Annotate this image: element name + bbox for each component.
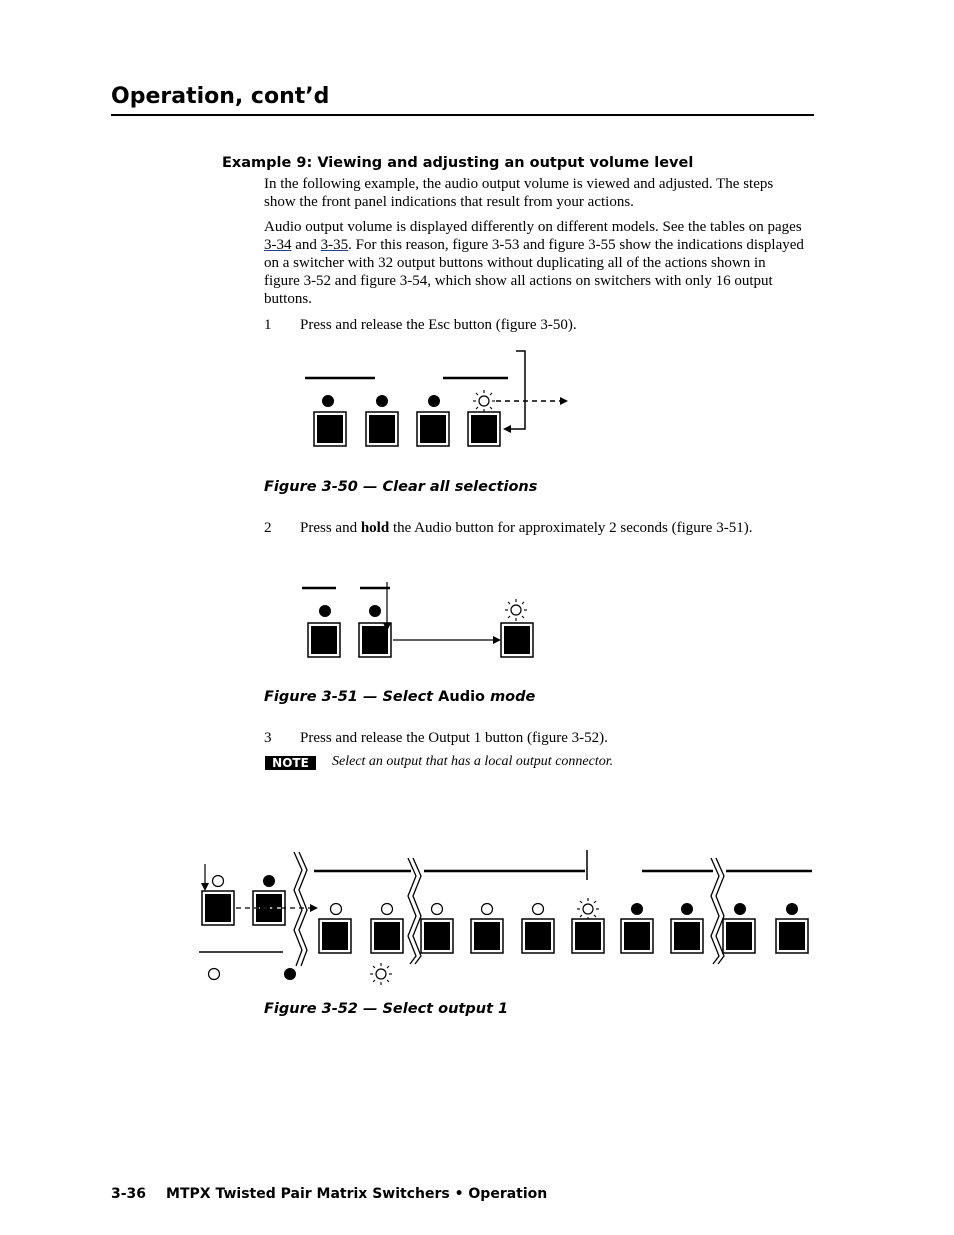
step-number: 2 (264, 520, 272, 536)
push-button-icon (723, 919, 755, 953)
led-off-icon (213, 876, 224, 887)
led-lit-icon (284, 968, 296, 980)
section-heading: Example 9: Viewing and adjusting an output volume level (222, 155, 694, 171)
step-number: 3 (264, 730, 272, 746)
push-button-icon (621, 919, 653, 953)
push-button-icon (671, 919, 703, 953)
paragraph-text: and (291, 237, 321, 253)
note-text: Select an output that has a local output connector. (332, 754, 614, 769)
led-off-icon (432, 904, 443, 915)
note-badge: NOTE (265, 756, 316, 770)
led-off-icon (382, 904, 393, 915)
caption-text: Figure 3-51 — Select (264, 689, 439, 705)
led-off-icon (209, 969, 220, 980)
led-off-icon (533, 904, 544, 915)
led-off-icon (482, 904, 493, 915)
paragraph-text: . For this reason, figure 3-53 and figure 3-55 show the indications displayed on a switcher with 32 output buttons without duplicating all of the actions shown in figure 3-52 and figure 3-54, which show all actions on switchers with only 16 output buttons. (264, 237, 804, 307)
footer-page-number: 3-36 (111, 1186, 147, 1202)
push-button-icon (421, 919, 453, 953)
arrow-icon (310, 904, 318, 912)
led-lit-icon (681, 903, 693, 915)
step-text: Press and release the Output 1 button (figure 3-52). (300, 730, 608, 746)
arrow-icon (201, 883, 209, 891)
led-lit-icon (631, 903, 643, 915)
led-lit-icon (786, 903, 798, 915)
step-number: 1 (264, 317, 272, 333)
caption-text: mode (485, 689, 536, 705)
step-emphasis: hold (360, 520, 390, 536)
figure-3-50-caption: Figure 3-50 — Clear all selections (264, 479, 538, 495)
push-button-icon (572, 919, 604, 953)
intro-paragraph: In the following example, the audio output volume is viewed and adjusted. The steps show the front panel indications that result from your actions. (264, 176, 774, 210)
push-button-icon (202, 891, 234, 925)
step-text: the Audio button for approximately 2 seconds (figure 3-51). (389, 520, 753, 536)
led-lit-icon (263, 875, 275, 887)
page-ref-link-3-34[interactable]: 3-34 (264, 237, 292, 253)
footer-text: MTPX Twisted Pair Matrix Switchers • Operation (166, 1186, 548, 1202)
page-footer (111, 1186, 547, 1202)
push-button-icon (319, 919, 351, 953)
led-off-icon (331, 904, 342, 915)
step-text: Press and (300, 520, 361, 536)
led-blinking-icon (577, 898, 599, 920)
step-text: Press and release the Esc button (figure 3-50). (300, 317, 577, 333)
paragraph-text: Audio output volume is displayed differently on different models. See the tables on pages (264, 219, 802, 235)
push-button-icon (522, 919, 554, 953)
figure-3-52-caption: Figure 3-52 — Select output 1 (264, 1001, 509, 1017)
led-blinking-icon (370, 963, 392, 985)
page-ref-link-3-35[interactable]: 3-35 (320, 237, 349, 253)
push-button-icon (776, 919, 808, 953)
push-button-icon (371, 919, 403, 953)
caption-mode-name: Audio (438, 689, 486, 705)
led-lit-icon (734, 903, 746, 915)
page-header-title: Operation, cont’d (111, 84, 330, 109)
push-button-icon (471, 919, 503, 953)
